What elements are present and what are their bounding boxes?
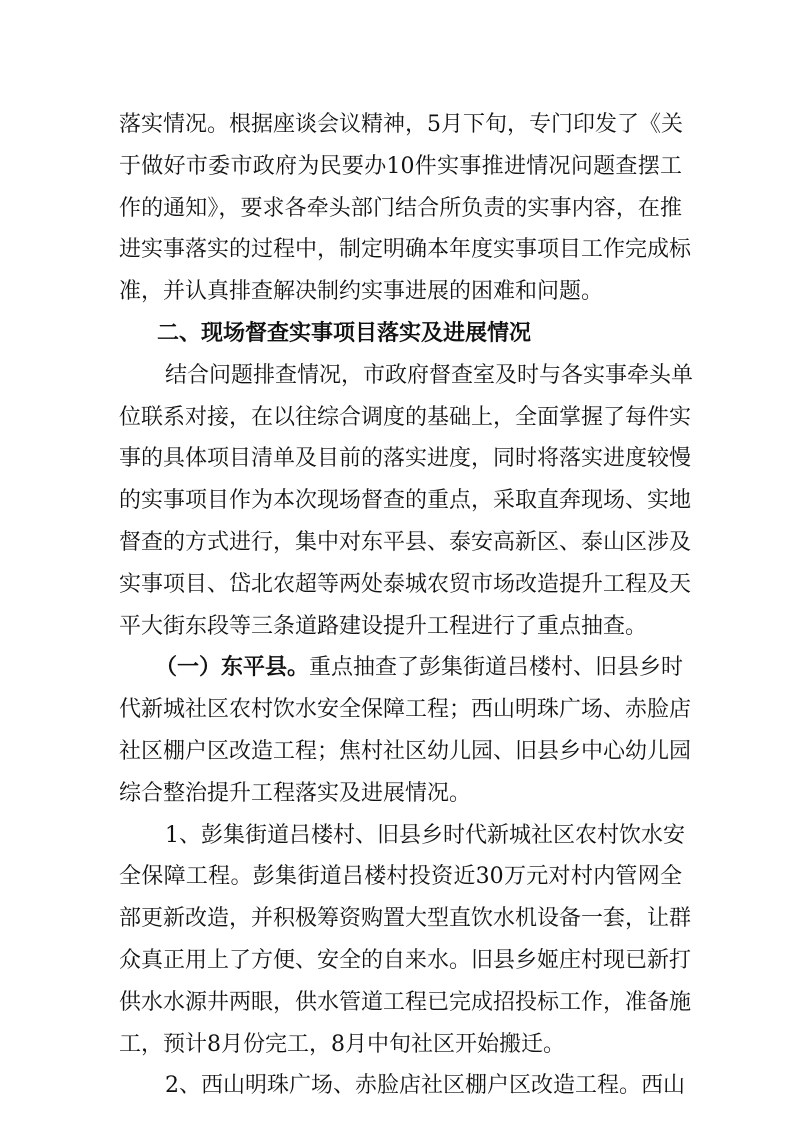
paragraph <box>119 815 692 1066</box>
text-line: 工，预计8月份完工，8月中旬社区开始搬迁。 <box>119 1031 565 1057</box>
text-line: 进实事落实的过程中，制定明确本年度实事项目工作完成标 <box>119 237 692 263</box>
text-line: 综合整治提升工程落实及进展情况。 <box>119 780 472 806</box>
text-line: 作的通知》，要求各牵头部门结合所负责的实事内容，在推 <box>119 195 682 221</box>
text-line: 结合问题排查情况，市政府督查室及时与各实事牵头单 <box>165 362 694 388</box>
text-line: 全保障工程。彭集街道吕楼村投资近30万元对村内管网全 <box>119 864 682 890</box>
text-line: 代新城社区农村饮水安全保障工程；西山明珠广场、赤脸店 <box>119 697 692 723</box>
text-line: 准，并认真排查解决制约实事进展的困难和问题。 <box>119 279 604 305</box>
text-line: 落实情况。根据座谈会议精神，5月下旬，专门印发了《关 <box>119 112 683 137</box>
paragraph <box>119 355 694 648</box>
document-body <box>119 104 694 1107</box>
text-line: 位联系对接，在以往综合调度的基础上，全面掌握了每件实 <box>119 404 692 430</box>
text-line: 于做好市委市政府为民要办10件实事推进情况问题查摆工 <box>119 153 682 179</box>
text-line: 众真正用上了方便、安全的自来水。旧县乡姬庄村现已新打 <box>119 947 692 973</box>
text-line: 1、彭集街道吕楼村、旧县乡时代新城社区农村饮水安 <box>165 822 685 848</box>
text-span: 重点抽查了彭集街道吕楼村、旧县乡时 <box>309 655 684 681</box>
text-line: 的实事项目作为本次现场督查的重点，采取直奔现场、实地 <box>119 488 692 514</box>
text-line: 事的具体项目清单及目前的落实进度，同时将落实进度较慢 <box>119 446 692 472</box>
text-line: 实事项目、岱北农超等两处泰城农贸市场改造提升工程及天 <box>119 571 692 597</box>
subsection-heading: （一）东平县。 <box>155 655 310 681</box>
paragraph <box>119 647 692 814</box>
text-line <box>119 647 682 689</box>
section-heading: 二、现场督查实事项目落实及进展情况 <box>157 320 532 346</box>
text-line: 部更新改造，并积极筹资购置大型直饮水机设备一套，让群 <box>119 906 692 932</box>
paragraph <box>119 104 692 313</box>
text-line: 督查的方式进行，集中对东平县、泰安高新区、泰山区涉及 <box>119 529 692 555</box>
text-line: 2、西山明珠广场、赤脸店社区棚户区改造工程。西山 <box>165 1073 685 1099</box>
text-line: 平大街东段等三条道路建设提升工程进行了重点抽查。 <box>119 613 648 639</box>
paragraph <box>119 1065 685 1107</box>
text-line: 社区棚户区改造工程；焦村社区幼儿园、旧县乡中心幼儿园 <box>119 738 692 764</box>
text-line: 供水水源井两眼，供水管道工程已完成招投标工作，准备施 <box>119 989 692 1015</box>
